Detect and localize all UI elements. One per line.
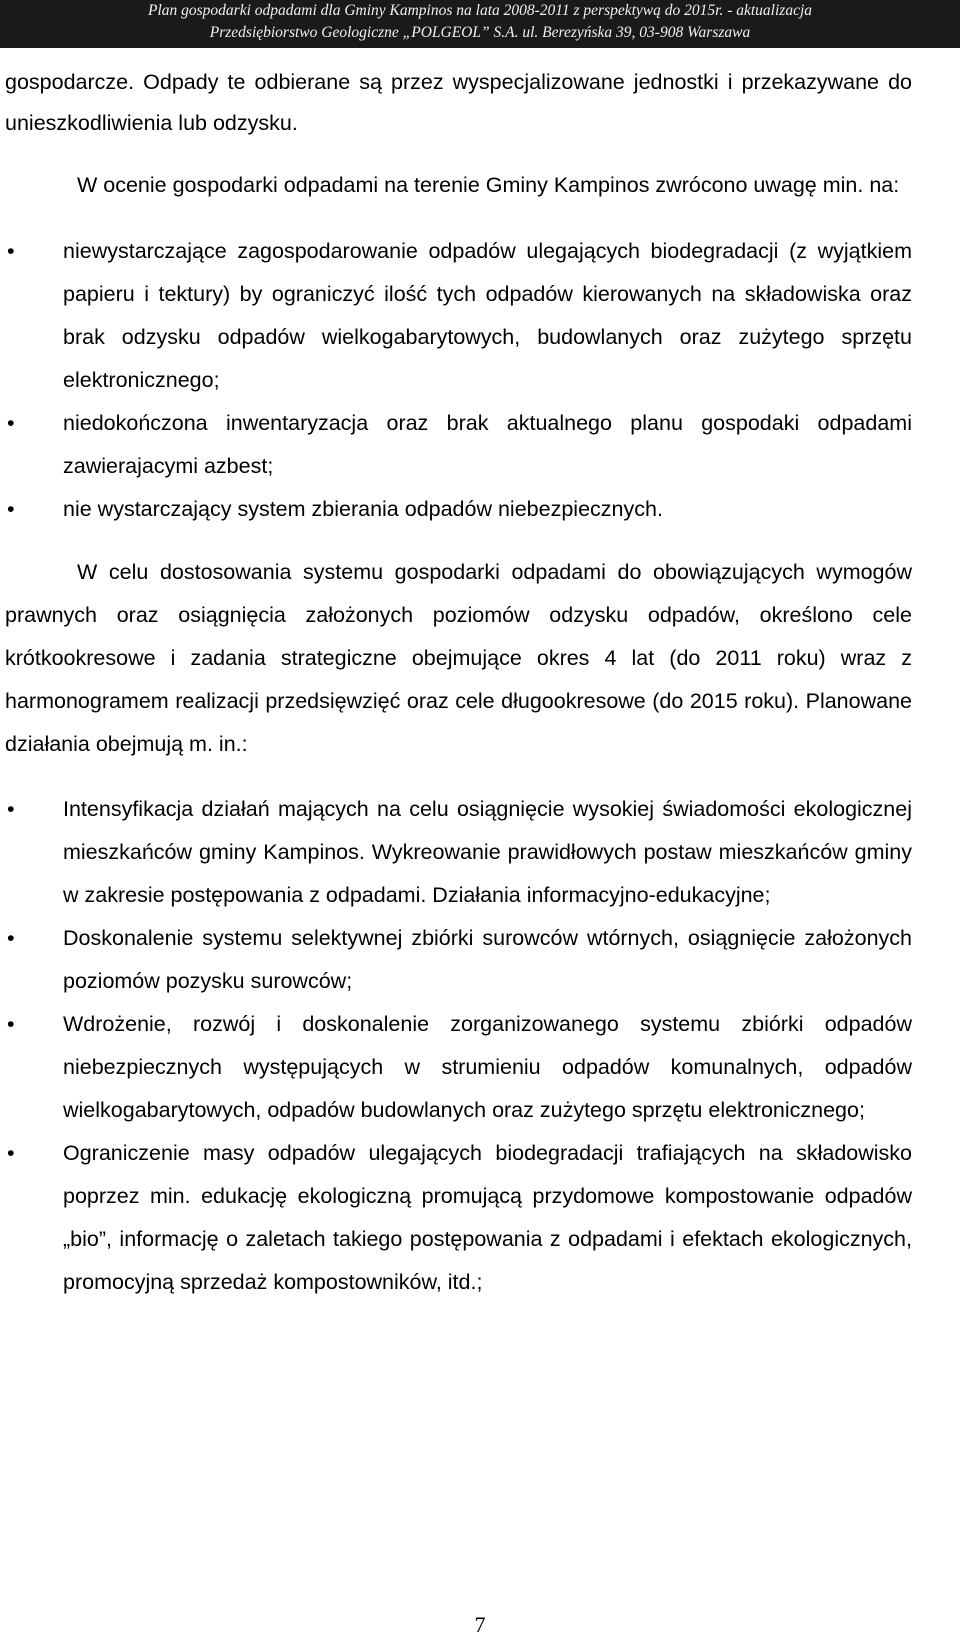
list-item <box>5 488 912 531</box>
bullet-icon: • <box>7 496 15 521</box>
page-number: 7 <box>474 1612 486 1637</box>
bullet-icon: • <box>7 410 15 435</box>
list-item-text: niewystarczające zagospodarowanie odpadów ulegających biodegradacji (z wyjątkiem papieru i tektury) by ograniczyć ilość tych odpadów kierowanych na składowiska oraz brak odzysku odpadów wielkogabarytowych, budowlanych oraz zużytego sprzętu elektronicznego; <box>63 238 912 392</box>
actions-list <box>5 788 912 1304</box>
paragraph-assessment: W ocenie gospodarki odpadami na terenie Gminy Kampinos zwrócono uwagę min. na: <box>77 173 900 197</box>
list-item-text: Doskonalenie systemu selektywnej zbiórki surowców wtórnych, osiągnięcie założonych poziomów pozysku surowców; <box>63 925 912 993</box>
paragraph-intro: gospodarcze. Odpady te odbierane są przez wyspecjalizowane jednostki i przekazywane do unieszkodliwienia lub odzysku. <box>5 70 912 135</box>
list-item-text: Wdrożenie, rozwój i doskonalenie zorganizowanego systemu zbiórki odpadów niebezpiecznych występujących w strumieniu odpadów komunalnych, odpadów wielkogabarytowych, odpadów budowlanych oraz zużytego sprzętu elektronicznego; <box>63 1011 912 1122</box>
assessment-list <box>5 230 912 531</box>
list-item <box>5 1003 912 1132</box>
header-title: Plan gospodarki odpadami dla Gminy Kampinos na lata 2008-2011 z perspektywą do 2015r. - aktualizacja <box>147 2 813 19</box>
list-item-text: Ograniczenie masy odpadów ulegających biodegradacji trafiających na składowisko poprzez min. edukację ekologiczną promującą przydomowe kompostowanie odpadów „bio”, informację o zaletach takiego postępowania z odpadami i efektach ekologicznych, promocyjną sprzedaż kompostowników, itd.; <box>63 1140 912 1294</box>
header-company: Przedsiębiorstwo Geologiczne „POLGEOL” S.A. ul. Berezyńska 39, 03-908 Warszawa <box>209 24 751 41</box>
list-item-text: niedokończona inwentaryzacja oraz brak aktualnego planu gospodaki odpadami zawierajacymi azbest; <box>63 410 912 478</box>
bullet-icon: • <box>7 1011 15 1036</box>
list-item-text: Intensyfikacja działań mających na celu osiągnięcie wysokiej świadomości ekologicznej mieszkańców gminy Kampinos. Wykreowanie prawidłowych postaw mieszkańców gminy w zakresie postępowania z odpadami. Działania informacyjno-edukacyjne; <box>63 796 912 907</box>
paragraph-goals: W celu dostosowania systemu gospodarki odpadami do obowiązujących wymogów prawnych oraz osiągnięcia założonych poziomów odzysku odpadów, określono cele krótkookresowe i zadania strategiczne obejmujące okres 4 lat (do 2011 roku) wraz z harmonogramem realizacji przedsięwzięć oraz cele długookresowe (do 2015 roku). Planowane działania obejmują m. in.: <box>5 559 912 756</box>
list-item <box>5 402 912 488</box>
bullet-icon: • <box>7 796 15 821</box>
bullet-icon: • <box>7 1140 15 1165</box>
list-item <box>5 1132 912 1304</box>
page-header <box>0 0 960 48</box>
document-body <box>5 62 912 1304</box>
list-item-text: nie wystarczający system zbierania odpadów niebezpiecznych. <box>63 496 663 521</box>
list-item <box>5 788 912 917</box>
bullet-icon: • <box>7 925 15 950</box>
list-item <box>5 917 912 1003</box>
bullet-icon: • <box>7 238 15 263</box>
list-item <box>5 230 912 402</box>
